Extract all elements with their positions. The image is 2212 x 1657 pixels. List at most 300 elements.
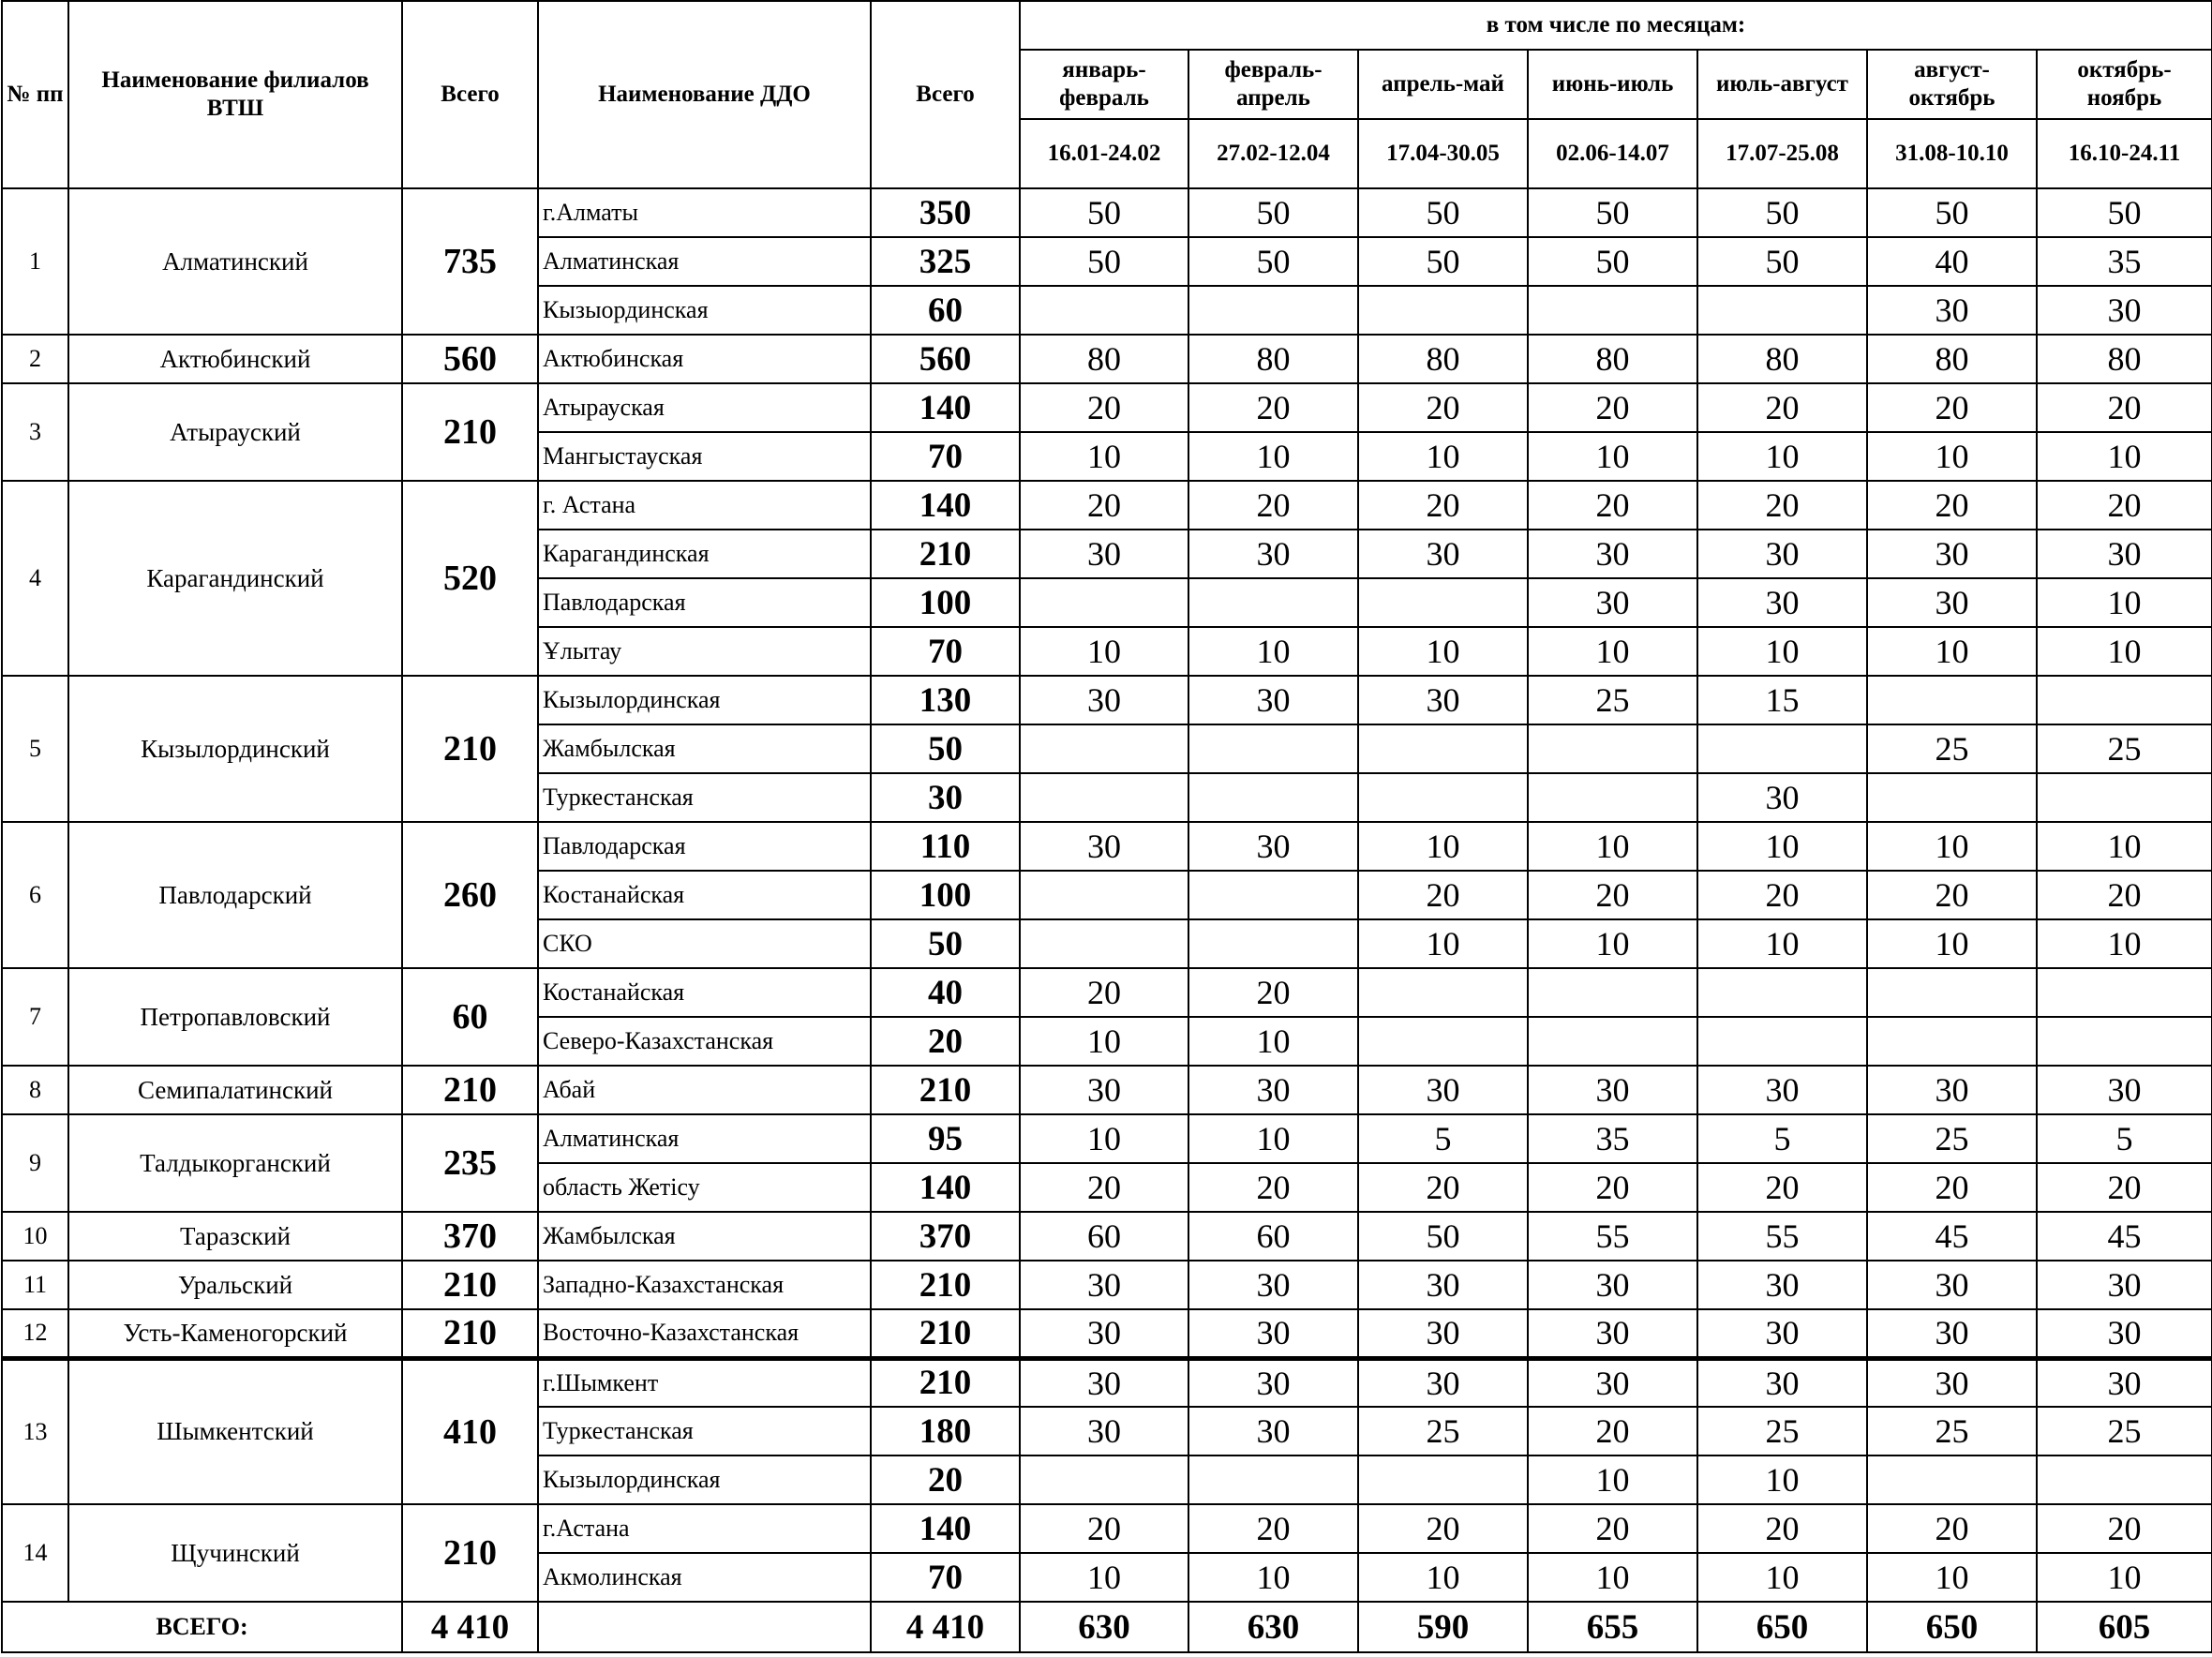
month-value: 10 <box>1020 1017 1188 1066</box>
header-num: № пп <box>2 1 68 188</box>
footer-branch-total: 4 410 <box>402 1602 538 1652</box>
month-value: 50 <box>1528 188 1697 237</box>
header-month-dates: 17.07-25.08 <box>1697 119 1867 188</box>
month-value: 20 <box>1697 383 1867 432</box>
ddo-name: Туркестанская <box>538 773 871 822</box>
branch-name: Кызылординский <box>68 676 402 822</box>
month-value: 10 <box>1867 627 2037 676</box>
month-value: 25 <box>1867 1114 2037 1163</box>
ddo-total: 210 <box>871 1261 1020 1309</box>
table-row <box>2 1309 2212 1358</box>
month-value <box>2037 968 2212 1017</box>
month-value <box>1528 1017 1697 1066</box>
month-value: 30 <box>1528 1066 1697 1114</box>
month-value: 25 <box>1528 676 1697 724</box>
month-value: 20 <box>1528 871 1697 919</box>
month-value: 10 <box>1697 432 1867 481</box>
branch-number: 5 <box>2 676 68 822</box>
month-value: 20 <box>1020 1163 1188 1212</box>
table-row <box>2 1504 2212 1553</box>
month-value: 20 <box>1358 1504 1528 1553</box>
header-month-dates: 02.06-14.07 <box>1528 119 1697 188</box>
month-value: 10 <box>1867 822 2037 871</box>
month-value: 50 <box>1358 1212 1528 1261</box>
month-value: 30 <box>1188 530 1358 578</box>
ddo-name: Алматинская <box>538 1114 871 1163</box>
month-value: 20 <box>1358 871 1528 919</box>
month-value <box>1188 1455 1358 1504</box>
ddo-name: г. Астана <box>538 481 871 530</box>
ddo-total: 350 <box>871 188 1020 237</box>
branch-name: Актюбинский <box>68 335 402 383</box>
ddo-name: Костанайская <box>538 871 871 919</box>
ddo-total: 50 <box>871 724 1020 773</box>
month-value: 80 <box>2037 335 2212 383</box>
month-value: 10 <box>1867 432 2037 481</box>
month-value: 20 <box>1867 383 2037 432</box>
month-value: 50 <box>1697 237 1867 286</box>
ddo-name: область Жетісу <box>538 1163 871 1212</box>
month-value: 60 <box>1020 1212 1188 1261</box>
month-value: 30 <box>1188 676 1358 724</box>
header-month-dates: 17.04-30.05 <box>1358 119 1528 188</box>
month-value: 45 <box>2037 1212 2212 1261</box>
month-value: 10 <box>2037 578 2212 627</box>
ddo-total: 100 <box>871 578 1020 627</box>
month-value: 55 <box>1528 1212 1697 1261</box>
ddo-name: Жамбылская <box>538 724 871 773</box>
month-value: 30 <box>1697 530 1867 578</box>
header-month-dates: 31.08-10.10 <box>1867 119 2037 188</box>
month-value: 5 <box>1358 1114 1528 1163</box>
month-value <box>1020 919 1188 968</box>
month-value: 50 <box>1867 188 2037 237</box>
month-value: 10 <box>1867 919 2037 968</box>
header-month-name: октябрь-ноябрь <box>2037 50 2212 119</box>
branch-total: 210 <box>402 1261 538 1309</box>
ddo-name: г.Алматы <box>538 188 871 237</box>
month-value: 20 <box>1020 968 1188 1017</box>
month-value: 10 <box>2037 822 2212 871</box>
month-value: 25 <box>1358 1407 1528 1455</box>
branch-name: Павлодарский <box>68 822 402 968</box>
header-month-name: апрель-май <box>1358 50 1528 119</box>
header-month-name: июнь-июль <box>1528 50 1697 119</box>
branch-number: 3 <box>2 383 68 481</box>
header-month-name: январь-февраль <box>1020 50 1188 119</box>
month-value: 10 <box>1188 432 1358 481</box>
month-value: 30 <box>1020 1358 1188 1407</box>
branch-number: 8 <box>2 1066 68 1114</box>
month-value <box>1020 773 1188 822</box>
month-value: 30 <box>1020 822 1188 871</box>
month-value: 30 <box>1020 676 1188 724</box>
branch-number: 14 <box>2 1504 68 1602</box>
ddo-name: Павлодарская <box>538 578 871 627</box>
branch-total: 370 <box>402 1212 538 1261</box>
month-value: 30 <box>1358 676 1528 724</box>
month-value <box>2037 1455 2212 1504</box>
month-value: 30 <box>1188 822 1358 871</box>
ddo-total: 210 <box>871 1358 1020 1407</box>
month-value: 10 <box>1528 822 1697 871</box>
branch-number: 9 <box>2 1114 68 1212</box>
month-value <box>1188 773 1358 822</box>
branch-name: Талдыкорганский <box>68 1114 402 1212</box>
ddo-total: 210 <box>871 1309 1020 1358</box>
month-value: 20 <box>1020 1504 1188 1553</box>
month-value: 30 <box>1188 1261 1358 1309</box>
month-value: 10 <box>1697 1553 1867 1602</box>
branch-total: 210 <box>402 1066 538 1114</box>
month-value: 5 <box>2037 1114 2212 1163</box>
month-value <box>2037 676 2212 724</box>
month-value: 30 <box>1188 1309 1358 1358</box>
month-value <box>1528 724 1697 773</box>
footer-month-total: 655 <box>1528 1602 1697 1652</box>
month-value: 25 <box>1697 1407 1867 1455</box>
month-value: 30 <box>1528 1261 1697 1309</box>
month-value: 30 <box>1697 578 1867 627</box>
month-value: 20 <box>1528 481 1697 530</box>
month-value <box>1867 676 2037 724</box>
month-value: 30 <box>1867 1261 2037 1309</box>
month-value <box>1697 286 1867 335</box>
header-ddo-name: Наименование ДДО <box>538 1 871 188</box>
month-value: 30 <box>1358 1358 1528 1407</box>
month-value: 10 <box>2037 1553 2212 1602</box>
ddo-name: Северо-Казахстанская <box>538 1017 871 1066</box>
month-value: 10 <box>1020 627 1188 676</box>
month-value <box>1867 1455 2037 1504</box>
month-value: 30 <box>1697 1309 1867 1358</box>
branch-name: Таразский <box>68 1212 402 1261</box>
month-value: 60 <box>1188 1212 1358 1261</box>
month-value <box>1867 1017 2037 1066</box>
ddo-name: Кызыординская <box>538 286 871 335</box>
month-value: 20 <box>2037 481 2212 530</box>
month-value: 30 <box>1020 1407 1188 1455</box>
ddo-name: СКО <box>538 919 871 968</box>
month-value: 80 <box>1188 335 1358 383</box>
branch-total: 560 <box>402 335 538 383</box>
month-value: 20 <box>1528 1407 1697 1455</box>
month-value: 50 <box>1697 188 1867 237</box>
month-value: 30 <box>1358 1309 1528 1358</box>
month-value: 80 <box>1020 335 1188 383</box>
footer-empty-cell <box>538 1602 871 1652</box>
ddo-name: Жамбылская <box>538 1212 871 1261</box>
ddo-total: 70 <box>871 432 1020 481</box>
header-month-dates: 16.10-24.11 <box>2037 119 2212 188</box>
month-value: 20 <box>1188 481 1358 530</box>
branch-name: Шымкентский <box>68 1358 402 1504</box>
branch-total: 410 <box>402 1358 538 1504</box>
month-value: 10 <box>1358 627 1528 676</box>
month-value: 10 <box>1358 919 1528 968</box>
month-value: 20 <box>1867 1504 2037 1553</box>
footer-month-total: 605 <box>2037 1602 2212 1652</box>
ddo-total: 50 <box>871 919 1020 968</box>
branch-total: 520 <box>402 481 538 676</box>
footer-label: ВСЕГО: <box>2 1602 402 1652</box>
branch-total: 260 <box>402 822 538 968</box>
branch-number: 11 <box>2 1261 68 1309</box>
ddo-name: Мангыстауская <box>538 432 871 481</box>
month-value: 20 <box>1358 383 1528 432</box>
month-value: 10 <box>1697 919 1867 968</box>
month-value: 50 <box>1358 188 1528 237</box>
month-value: 30 <box>1867 286 2037 335</box>
month-value: 80 <box>1528 335 1697 383</box>
month-value: 20 <box>1528 383 1697 432</box>
month-value <box>1528 286 1697 335</box>
branch-number: 6 <box>2 822 68 968</box>
month-value <box>1867 968 2037 1017</box>
month-value <box>1188 871 1358 919</box>
ddo-total: 180 <box>871 1407 1020 1455</box>
month-value: 30 <box>1020 1309 1188 1358</box>
table-row <box>2 1066 2212 1114</box>
footer-month-total: 630 <box>1020 1602 1188 1652</box>
branch-name: Атырауский <box>68 383 402 481</box>
ddo-name: Кызылординская <box>538 676 871 724</box>
month-value: 10 <box>1188 1553 1358 1602</box>
month-value: 20 <box>1188 1163 1358 1212</box>
month-value: 10 <box>1697 1455 1867 1504</box>
branch-total: 60 <box>402 968 538 1066</box>
month-value: 10 <box>1697 822 1867 871</box>
header-ddo-total: Всего <box>871 1 1020 188</box>
header-month-name: февраль-апрель <box>1188 50 1358 119</box>
header-branch-total: Всего <box>402 1 538 188</box>
branch-name: Уральский <box>68 1261 402 1309</box>
branch-number: 1 <box>2 188 68 335</box>
ddo-total: 370 <box>871 1212 1020 1261</box>
month-value: 20 <box>1697 1163 1867 1212</box>
header-branch-name: Наименование филиалов ВТШ <box>68 1 402 188</box>
month-value: 50 <box>1020 237 1188 286</box>
header-month-name: июль-август <box>1697 50 1867 119</box>
month-value: 10 <box>1358 432 1528 481</box>
ddo-total: 140 <box>871 1163 1020 1212</box>
branch-number: 12 <box>2 1309 68 1358</box>
ddo-total: 130 <box>871 676 1020 724</box>
month-value: 10 <box>1188 1017 1358 1066</box>
branch-total: 735 <box>402 188 538 335</box>
ddo-total: 325 <box>871 237 1020 286</box>
month-value: 30 <box>1020 530 1188 578</box>
table-footer <box>2 1602 2212 1652</box>
month-value <box>1358 1017 1528 1066</box>
month-value: 20 <box>1020 481 1188 530</box>
month-value: 20 <box>1528 1163 1697 1212</box>
month-value: 10 <box>1528 1553 1697 1602</box>
month-value: 30 <box>1867 1066 2037 1114</box>
month-value <box>1020 1455 1188 1504</box>
month-value: 30 <box>1697 1358 1867 1407</box>
ddo-total: 95 <box>871 1114 1020 1163</box>
branch-name: Семипалатинский <box>68 1066 402 1114</box>
month-value: 30 <box>1697 1261 1867 1309</box>
branch-total: 210 <box>402 383 538 481</box>
month-value: 30 <box>1867 578 2037 627</box>
month-value: 35 <box>2037 237 2212 286</box>
month-value: 20 <box>1867 871 2037 919</box>
month-value: 10 <box>1020 1553 1188 1602</box>
month-value: 20 <box>1697 1504 1867 1553</box>
month-value: 10 <box>1020 432 1188 481</box>
month-value: 80 <box>1867 335 2037 383</box>
month-value <box>1867 773 2037 822</box>
month-value: 40 <box>1867 237 2037 286</box>
ddo-total: 560 <box>871 335 1020 383</box>
table-body <box>2 188 2212 1602</box>
month-value: 10 <box>1697 627 1867 676</box>
month-value: 30 <box>2037 1261 2212 1309</box>
month-value: 45 <box>1867 1212 2037 1261</box>
month-value: 35 <box>1528 1114 1697 1163</box>
table-row <box>2 1261 2212 1309</box>
month-value: 30 <box>1867 530 2037 578</box>
month-value: 10 <box>1020 1114 1188 1163</box>
ddo-total: 20 <box>871 1017 1020 1066</box>
branch-number: 4 <box>2 481 68 676</box>
ddo-name: Атырауская <box>538 383 871 432</box>
month-value <box>1697 1017 1867 1066</box>
month-value: 25 <box>1867 724 2037 773</box>
table-row <box>2 335 2212 383</box>
branch-total: 210 <box>402 676 538 822</box>
ddo-name: г.Шымкент <box>538 1358 871 1407</box>
ddo-name: Кызылординская <box>538 1455 871 1504</box>
month-value: 30 <box>1697 1066 1867 1114</box>
ddo-total: 100 <box>871 871 1020 919</box>
table-row <box>2 968 2212 1017</box>
month-value: 10 <box>1528 627 1697 676</box>
branch-name: Алматинский <box>68 188 402 335</box>
month-value <box>1358 286 1528 335</box>
month-value: 30 <box>2037 286 2212 335</box>
month-value <box>1697 968 1867 1017</box>
month-value: 50 <box>1188 188 1358 237</box>
table-header <box>2 1 2212 188</box>
ddo-total: 70 <box>871 1553 1020 1602</box>
month-value: 50 <box>2037 188 2212 237</box>
footer-month-total: 630 <box>1188 1602 1358 1652</box>
month-value: 15 <box>1697 676 1867 724</box>
month-value: 30 <box>1528 1309 1697 1358</box>
month-value: 20 <box>1020 383 1188 432</box>
month-value: 20 <box>1358 481 1528 530</box>
ddo-name: Алматинская <box>538 237 871 286</box>
ddo-total: 210 <box>871 1066 1020 1114</box>
month-value: 20 <box>2037 871 2212 919</box>
month-value <box>1528 968 1697 1017</box>
table-row <box>2 383 2212 432</box>
month-value <box>1020 578 1188 627</box>
table-row <box>2 822 2212 871</box>
month-value: 50 <box>1528 237 1697 286</box>
month-value: 50 <box>1188 237 1358 286</box>
header-months-group: в том числе по месяцам: <box>1020 1 2212 50</box>
month-value <box>1358 773 1528 822</box>
table-row <box>2 1114 2212 1163</box>
footer-month-total: 650 <box>1697 1602 1867 1652</box>
ddo-name: Восточно-Казахстанская <box>538 1309 871 1358</box>
month-value: 30 <box>1528 578 1697 627</box>
ddo-name: Павлодарская <box>538 822 871 871</box>
branch-name: Петропавловский <box>68 968 402 1066</box>
month-value <box>1020 724 1188 773</box>
month-value: 25 <box>2037 724 2212 773</box>
month-value: 20 <box>1188 383 1358 432</box>
ddo-name: Костанайская <box>538 968 871 1017</box>
branch-number: 7 <box>2 968 68 1066</box>
branch-number: 13 <box>2 1358 68 1504</box>
training-schedule-table <box>1 0 2212 1653</box>
month-value <box>1188 578 1358 627</box>
month-value: 25 <box>1867 1407 2037 1455</box>
footer-ddo-total: 4 410 <box>871 1602 1020 1652</box>
ddo-name: Ұлытау <box>538 627 871 676</box>
month-value <box>1188 286 1358 335</box>
month-value: 50 <box>1020 188 1188 237</box>
month-value: 20 <box>1867 481 2037 530</box>
branch-total: 210 <box>402 1309 538 1358</box>
header-month-name: август-октябрь <box>1867 50 2037 119</box>
month-value: 30 <box>1867 1309 2037 1358</box>
month-value: 20 <box>1867 1163 2037 1212</box>
month-value: 10 <box>1528 919 1697 968</box>
ddo-total: 20 <box>871 1455 1020 1504</box>
month-value <box>1358 578 1528 627</box>
footer-month-total: 590 <box>1358 1602 1528 1652</box>
ddo-total: 210 <box>871 530 1020 578</box>
ddo-total: 60 <box>871 286 1020 335</box>
month-value: 30 <box>1188 1066 1358 1114</box>
month-value: 10 <box>1528 1455 1697 1504</box>
ddo-total: 110 <box>871 822 1020 871</box>
branch-name: Усть-Каменогорский <box>68 1309 402 1358</box>
table-row <box>2 481 2212 530</box>
month-value: 30 <box>2037 1309 2212 1358</box>
month-value: 25 <box>2037 1407 2212 1455</box>
month-value: 20 <box>2037 383 2212 432</box>
month-value: 20 <box>1188 968 1358 1017</box>
month-value: 30 <box>2037 1066 2212 1114</box>
branch-total: 210 <box>402 1504 538 1602</box>
branch-name: Карагандинский <box>68 481 402 676</box>
month-value <box>1188 724 1358 773</box>
month-value <box>1358 968 1528 1017</box>
month-value <box>1358 724 1528 773</box>
branch-name: Щучинский <box>68 1504 402 1602</box>
ddo-name: Западно-Казахстанская <box>538 1261 871 1309</box>
month-value: 30 <box>1358 1261 1528 1309</box>
table-row <box>2 1358 2212 1407</box>
header-month-dates: 27.02-12.04 <box>1188 119 1358 188</box>
month-value: 30 <box>1358 1066 1528 1114</box>
ddo-total: 140 <box>871 481 1020 530</box>
month-value <box>2037 773 2212 822</box>
month-value: 30 <box>1020 1066 1188 1114</box>
ddo-total: 70 <box>871 627 1020 676</box>
table-row <box>2 1212 2212 1261</box>
month-value: 80 <box>1358 335 1528 383</box>
month-value: 10 <box>1188 627 1358 676</box>
month-value: 30 <box>2037 530 2212 578</box>
